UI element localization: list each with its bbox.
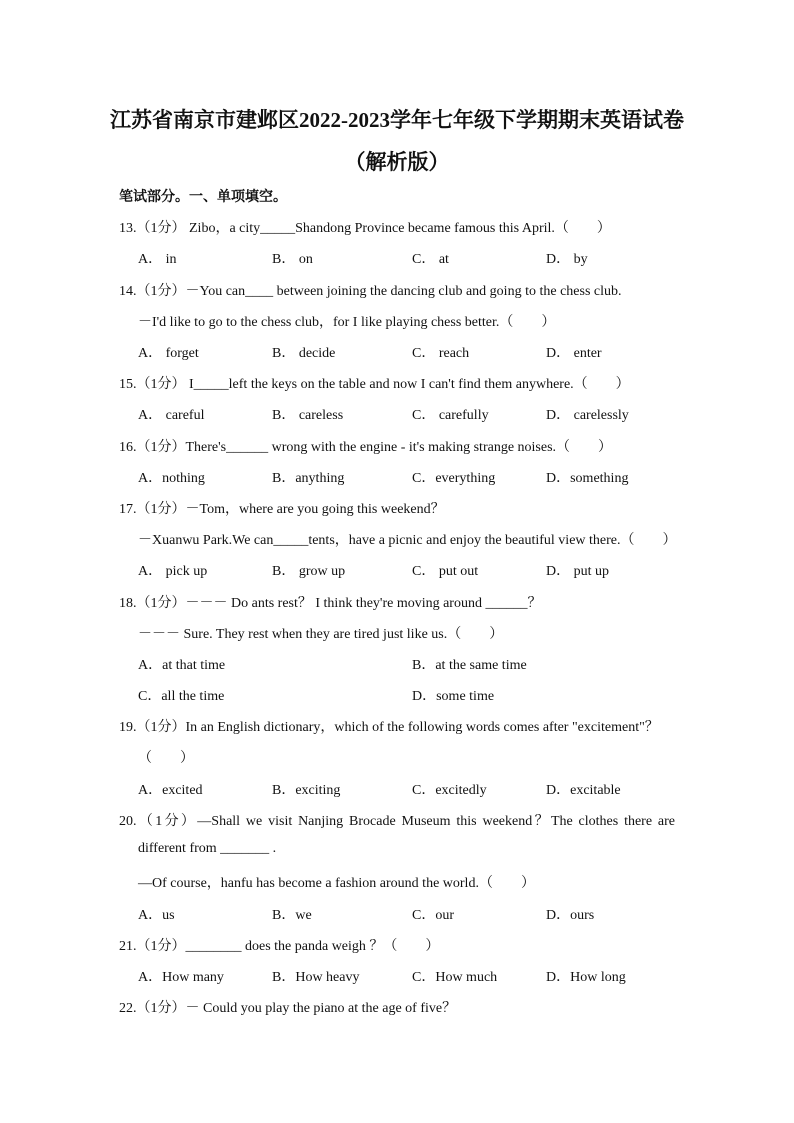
question-17-stem: 17.（1分）－Tom，where are you going this weekend？ (119, 502, 445, 517)
q14-option-b: B． decide (272, 346, 336, 361)
q16-option-d: D．something (546, 471, 629, 486)
q13-option-a: A． in (138, 252, 177, 267)
q20-option-a: A．us (138, 908, 175, 923)
question-15-stem: 15.（1分） I_____left the keys on the table and now I can't find them anywhere.（ ） (119, 377, 630, 392)
q14-option-c: C． reach (412, 346, 470, 361)
q15-option-a: A． careful (138, 408, 205, 423)
question-18-stem: 18.（1分）－－－ Do ants rest？ I think they're moving around ______？ (119, 596, 542, 611)
question-20-stem: 20.（1分）—Shall we visit Nanjing Brocade Museum this weekend？The clothes there are (119, 814, 675, 829)
q21-option-d: D．How long (546, 970, 626, 985)
q17-option-c: C． put out (412, 564, 479, 579)
q17-option-b: B． grow up (272, 564, 346, 579)
question-22-stem: 22.（1分）－ Could you play the piano at the age of five？ (119, 1001, 457, 1016)
q19-option-c: C．excitedly (412, 783, 487, 798)
q16-option-a: A．nothing (138, 471, 205, 486)
q19-option-a: A．excited (138, 783, 203, 798)
q20-option-b: B．we (272, 908, 312, 923)
q14-option-a: A． forget (138, 346, 199, 361)
q19-option-b: B．exciting (272, 783, 341, 798)
q16-option-c: C．everything (412, 471, 496, 486)
question-17-reply: －Xuanwu Park.We can_____tents，have a picnic and enjoy the beautiful view there.（ ） (138, 533, 677, 548)
section-heading: 笔试部分。一、单项填空。 (119, 190, 287, 205)
q21-option-c: C．How much (412, 970, 498, 985)
q13-option-b: B． on (272, 252, 313, 267)
q18-option-b: B．at the same time (412, 658, 527, 673)
q18-option-c: C．all the time (138, 689, 225, 704)
question-19-blank: （ ） (138, 751, 194, 766)
q15-option-d: D． carelessly (546, 408, 629, 423)
q18-option-d: D．some time (412, 689, 495, 704)
q18-option-a: A．at that time (138, 658, 226, 673)
q15-option-c: C． carefully (412, 408, 489, 423)
question-18-reply: －－－ Sure. They rest when they are tired just like us.（ ） (138, 627, 504, 642)
document-subtitle: （解析版） (344, 150, 450, 174)
question-13-stem: 13.（1分） Zibo，a city_____Shandong Province became famous this April.（ ） (119, 221, 611, 236)
q21-option-b: B．How heavy (272, 970, 360, 985)
question-16-stem: 16.（1分）There's______ wrong with the engine - it's making strange noises.（ ） (119, 440, 613, 455)
q20-option-c: C．our (412, 908, 454, 923)
question-19-stem: 19.（1分）In an English dictionary，which of the following words comes after "excitement"？ (119, 720, 659, 735)
q21-option-a: A．How many (138, 970, 224, 985)
question-20-stem-cont: different from _______ . (138, 841, 277, 856)
document-title: 江苏省南京市建邺区2022-2023学年七年级下学期期末英语试卷 (110, 108, 684, 132)
question-14-reply: －I'd like to go to the chess club，for I like playing chess better.（ ） (138, 315, 556, 330)
question-14-stem: 14.（1分）－You can____ between joining the dancing club and going to the chess club. (119, 284, 622, 299)
q17-option-d: D． put up (546, 564, 609, 579)
q15-option-b: B． careless (272, 408, 344, 423)
q20-option-d: D．ours (546, 908, 595, 923)
q13-option-c: C． at (412, 252, 449, 267)
q17-option-a: A． pick up (138, 564, 208, 579)
q13-option-d: D． by (546, 252, 588, 267)
question-21-stem: 21.（1分）________ does the panda weigh ？（ ） (119, 939, 440, 954)
question-20-reply: —Of course，hanfu has become a fashion around the world.（ ） (138, 876, 535, 891)
q14-option-d: D． enter (546, 346, 602, 361)
q16-option-b: B．anything (272, 471, 345, 486)
q19-option-d: D．excitable (546, 783, 621, 798)
